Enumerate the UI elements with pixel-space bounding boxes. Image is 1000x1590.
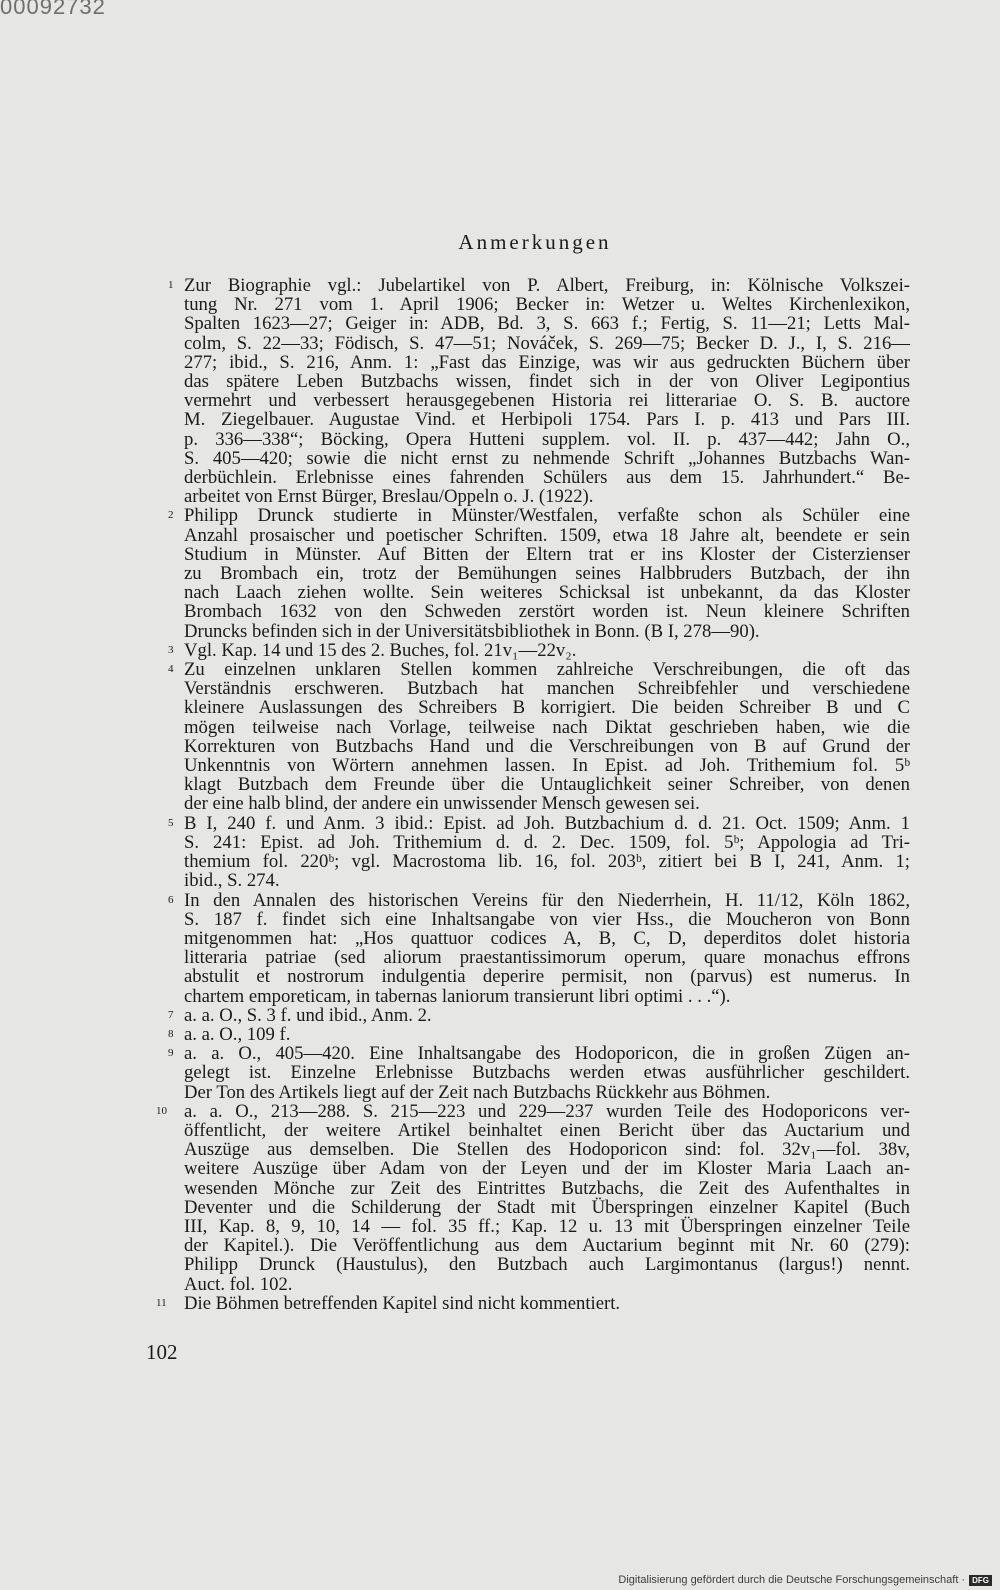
endnote-line: colm, S. 22—33; Födisch, S. 47—51; Nováček, S. 269—75; Becker D. J., I, S. 216— xyxy=(184,332,910,354)
endnote-line: Vgl. Kap. 14 und 15 des 2. Buches, fol. 21v₁—22v₂. xyxy=(184,639,577,661)
endnote-number: 5 xyxy=(168,816,174,829)
endnote-line: arbeitet von Ernst Bürger, Breslau/Oppeln o. J. (1922). xyxy=(184,486,594,508)
endnote-line: 277; ibid., S. 216, Anm. 1: „Fast das Einzige, was wir aus gedruckten Büchern über xyxy=(184,351,910,373)
endnote-number: 3 xyxy=(168,643,174,656)
endnote-item xyxy=(150,1102,910,1294)
endnote-line: kleinere Auslassungen des Schreibers B korrigiert. Die beiden Schreiber B und C xyxy=(184,697,910,719)
endnote-number: 8 xyxy=(168,1027,174,1040)
endnote-line: der eine halb blind, der andere ein unwissender Mensch gewesen sei. xyxy=(184,793,700,815)
endnote-line: Deventer und die Schilderung der Stadt mit Überspringen einzelner Kapitel (Buch xyxy=(184,1196,910,1218)
endnote-number: 9 xyxy=(168,1047,174,1060)
endnote-number: 7 xyxy=(168,1008,174,1021)
endnote-item xyxy=(150,814,910,891)
endnote-line: a. a. O., S. 3 f. und ibid., Anm. 2. xyxy=(184,1004,432,1026)
endnote-number: 11 xyxy=(156,1296,167,1309)
endnote-line: das spätere Leben Butzbachs wissen, findet sich in der von Oliver Legipontius xyxy=(184,371,910,393)
endnote-line: Brombach 1632 von den Schweden zerstört worden ist. Neun kleinere Schriften xyxy=(184,601,910,623)
endnote-line: themium fol. 220ᵇ; vgl. Macrostoma lib. 16, fol. 203ᵇ, zitiert bei B I, 241, Anm. 1; xyxy=(184,851,910,873)
endnotes-list xyxy=(150,276,910,1313)
endnote-line: gelegt ist. Einzelne Erlebnisse Butzbachs werden etwas ausführlicher geschildert. xyxy=(184,1062,910,1084)
endnote-line: Korrekturen von Butzbachs Hand und die Verschreibungen von B auf Grund der xyxy=(184,735,910,757)
endnote-line: Philipp Drunck (Haustulus), den Butzbach auch Largimontanus (largus!) nennt. xyxy=(184,1254,910,1276)
endnote-line: III, Kap. 8, 9, 10, 14 — fol. 35 ff.; Kap. 12 u. 13 mit Überspringen einzelner Teile xyxy=(184,1215,910,1237)
endnote-item xyxy=(150,660,910,814)
endnote-line: In den Annalen des historischen Vereins für den Niederrhein, H. 11/12, Köln 1862, xyxy=(184,889,910,911)
endnote-line: Zu einzelnen unklaren Stellen kommen zahlreiche Verschreibungen, die oft das xyxy=(184,659,910,681)
endnote-line: S. 241: Epist. ad Joh. Trithemium d. d. 2. Dec. 1509, fol. 5ᵇ; Appologia ad Tri- xyxy=(184,831,910,853)
endnote-line: zu Brombach ein, trotz der Bemühungen seines Halbbruders Butzbach, der ihn xyxy=(184,563,910,585)
endnote-number: 4 xyxy=(168,663,174,676)
dfg-logo-icon: DFG xyxy=(969,1575,992,1586)
endnote-text xyxy=(184,660,910,814)
endnote-line: mögen teilweise nach Vorlage, teilweise nach Diktat geschrieben haben, wie die xyxy=(184,716,910,738)
endnote-line: Druncks befinden sich in der Universitätsbibliothek in Bonn. (B I, 278—90). xyxy=(184,620,760,642)
endnote-line: Studium in Münster. Auf Bitten der Eltern trat er ins Kloster der Cisterzienser xyxy=(184,543,910,565)
endnote-text xyxy=(184,1044,910,1102)
endnote-line: weitere Auszüge über Adam von der Leyen und der im Kloster Maria Laach an- xyxy=(184,1158,910,1180)
endnote-line: tung Nr. 271 vom 1. April 1906; Becker in: Wetzer u. Weltes Kirchenlexikon, xyxy=(184,294,910,316)
page-title: Anmerkungen xyxy=(458,230,612,254)
endnote-text xyxy=(184,1102,910,1294)
endnote-text xyxy=(184,1025,910,1044)
endnote-line: Anzahl prosaischer und poetischer Schriften. 1509, etwa 18 Jahre alt, beendete er sein xyxy=(184,524,910,546)
endnote-text xyxy=(184,1294,910,1313)
endnote-line: vermehrt und verbessert herausgegebenen Historia rei litterariae O. S. B. auctore xyxy=(184,390,910,412)
endnote-line: der Kapitel.). Die Veröffentlichung aus dem Auctarium beginnt mit Nr. 60 (279): xyxy=(184,1235,910,1257)
endnote-item xyxy=(150,1044,910,1102)
page-number: 102 xyxy=(146,1340,178,1364)
endnote-line: abstulit et nostrorum indulgentia deperire permisit, non (parvus) est numerus. In xyxy=(184,966,910,988)
endnote-line: a. a. O., 405—420. Eine Inhaltsangabe des Hodoporicon, die in großen Zügen an- xyxy=(184,1043,910,1065)
endnote-line: klagt Butzbach dem Freunde über die Untauglichkeit seiner Schreiber, von denen xyxy=(184,774,910,796)
endnote-line: Die Böhmen betreffenden Kapitel sind nicht kommentiert. xyxy=(184,1292,621,1314)
endnote-line: a. a. O., 213—288. S. 215—223 und 229—237 wurden Teile des Hodoporicons ver- xyxy=(184,1100,910,1122)
endnote-line: Unkenntnis von Wörtern annehmen lassen. In Epist. ad Joh. Trithemium fol. 5ᵇ xyxy=(184,755,910,777)
endnote-line: öffentlicht, der weitere Artikel beinhaltet einen Bericht über das Auctarium und xyxy=(184,1119,910,1141)
endnote-line: Auct. fol. 102. xyxy=(184,1273,293,1295)
endnote-item xyxy=(150,1006,910,1025)
endnote-line: Der Ton des Artikels liegt auf der Zeit nach Butzbachs Rückkehr aus Böhmen. xyxy=(184,1081,771,1103)
endnote-line: Spalten 1623—27; Geiger in: ADB, Bd. 3, S. 663 f.; Fertig, S. 11—21; Letts Mal- xyxy=(184,313,910,335)
credit-text: Digitalisierung gefördert durch die Deutsche Forschungsgemeinschaft · xyxy=(618,1574,966,1586)
endnote-line: M. Ziegelbauer. Augustae Vind. et Herbipoli 1754. Pars I. p. 413 und Pars III. xyxy=(184,409,910,431)
endnote-line: chartem emporeticam, in tabernas laniorum transierunt libri optimi . . .“). xyxy=(184,985,731,1007)
endnote-line: a. a. O., 109 f. xyxy=(184,1023,291,1045)
endnote-text xyxy=(184,506,910,640)
endnote-line: B I, 240 f. und Anm. 3 ibid.: Epist. ad Joh. Butzbachium d. d. 21. Oct. 1509; Anm. 1 xyxy=(184,812,910,834)
endnote-text xyxy=(184,814,910,891)
endnote-number: 10 xyxy=(156,1104,167,1117)
endnote-number: 2 xyxy=(168,509,174,522)
endnote-text xyxy=(184,891,910,1006)
endnote-line: ibid., S. 274. xyxy=(184,870,280,892)
endnote-line: derbüchlein. Erlebnisse eines fahrenden Schülers aus dem 15. Jahrhundert.“ Be- xyxy=(184,467,910,489)
endnote-line: S. 405—420; sowie die nicht ernst zu nehmende Schrift „Johannes Butzbachs Wan- xyxy=(184,447,910,469)
endnote-line: S. 187 f. findet sich eine Inhaltsangabe von vier Hss., die Moucheron von Bonn xyxy=(184,908,910,930)
endnote-line: mitgenommen hat: „Hos quattuor codices A, B, C, D, deperditos dolet historia xyxy=(184,927,910,949)
endnote-line: nach Laach ziehen wollte. Sein weiteres Schicksal ist unbekannt, da das Kloster xyxy=(184,582,910,604)
digitization-credit xyxy=(618,1574,992,1586)
endnote-item xyxy=(150,641,910,660)
endnote-line: Verständnis erschweren. Butzbach hat manchen Schreibfehler und verschiedene xyxy=(184,678,910,700)
endnote-line: litteraria patriae (sed aliorum praestantissimorum operum, quare monachus effrons xyxy=(184,947,910,969)
endnote-item xyxy=(150,276,910,506)
endnote-number: 1 xyxy=(168,279,174,291)
endnote-line: Philipp Drunck studierte in Münster/Westfalen, verfaßte schon als Schüler eine xyxy=(184,505,910,527)
endnote-line: Zur Biographie vgl.: Jubelartikel von P. Albert, Freiburg, in: Kölnische Volkszei- xyxy=(184,275,910,296)
endnote-text xyxy=(184,1006,910,1025)
endnote-text xyxy=(184,641,910,660)
endnote-line: p. 336—338“; Böcking, Opera Hutteni supplem. vol. II. p. 437—442; Jahn O., xyxy=(184,428,910,450)
endnote-item xyxy=(150,1294,910,1313)
endnote-item xyxy=(150,891,910,1006)
endnote-item xyxy=(150,506,910,640)
endnote-item xyxy=(150,1025,910,1044)
endnote-line: Auszüge aus demselben. Die Stellen des Hodoporicon sind: fol. 32v₁—fol. 38v, xyxy=(184,1139,910,1161)
endnote-text xyxy=(184,276,910,506)
endnote-line: wesenden Mönche zur Zeit des Eintrittes Butzbachs, die Zeit des Aufenthaltes in xyxy=(184,1177,910,1199)
shelfmark-id: 00092732 xyxy=(0,0,106,19)
endnote-number: 6 xyxy=(168,893,174,906)
